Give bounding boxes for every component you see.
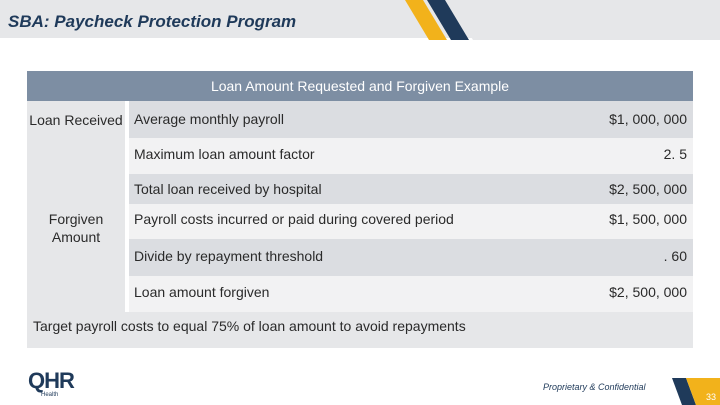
row-description: Average monthly payroll <box>129 101 573 138</box>
row-value: $2, 500, 000 <box>573 174 693 204</box>
row-value: $2, 500, 000 <box>573 276 693 312</box>
row-value: . 60 <box>573 239 693 276</box>
decorative-chevrons <box>395 0 720 40</box>
row-description: Total loan received by hospital <box>129 174 573 204</box>
group-label-forgiven-amount: Forgiven Amount <box>27 204 125 312</box>
row-value: $1, 500, 000 <box>573 204 693 239</box>
table-heading: Loan Amount Requested and Forgiven Example <box>27 71 693 101</box>
row-value: 2. 5 <box>573 138 693 174</box>
row-description: Divide by repayment threshold <box>129 239 573 276</box>
group-label-loan-received: Loan Received <box>27 101 125 204</box>
proprietary-notice: Proprietary & Confidential <box>543 382 646 392</box>
page-number: 33 <box>706 392 717 402</box>
row-description: Payroll costs incurred or paid during covered period <box>129 204 573 239</box>
table-footnote: Target payroll costs to equal 75% of loan amount to avoid repayments <box>27 312 693 348</box>
row-description: Loan amount forgiven <box>129 276 573 312</box>
logo-subtext: Health <box>41 392 59 398</box>
company-logo <box>28 368 74 398</box>
row-value: $1, 000, 000 <box>573 101 693 138</box>
row-description: Maximum loan amount factor <box>129 138 573 174</box>
logo-text: QHR <box>28 368 74 393</box>
page-number-badge <box>672 378 720 405</box>
page-title: SBA: Paycheck Protection Program <box>8 12 297 31</box>
